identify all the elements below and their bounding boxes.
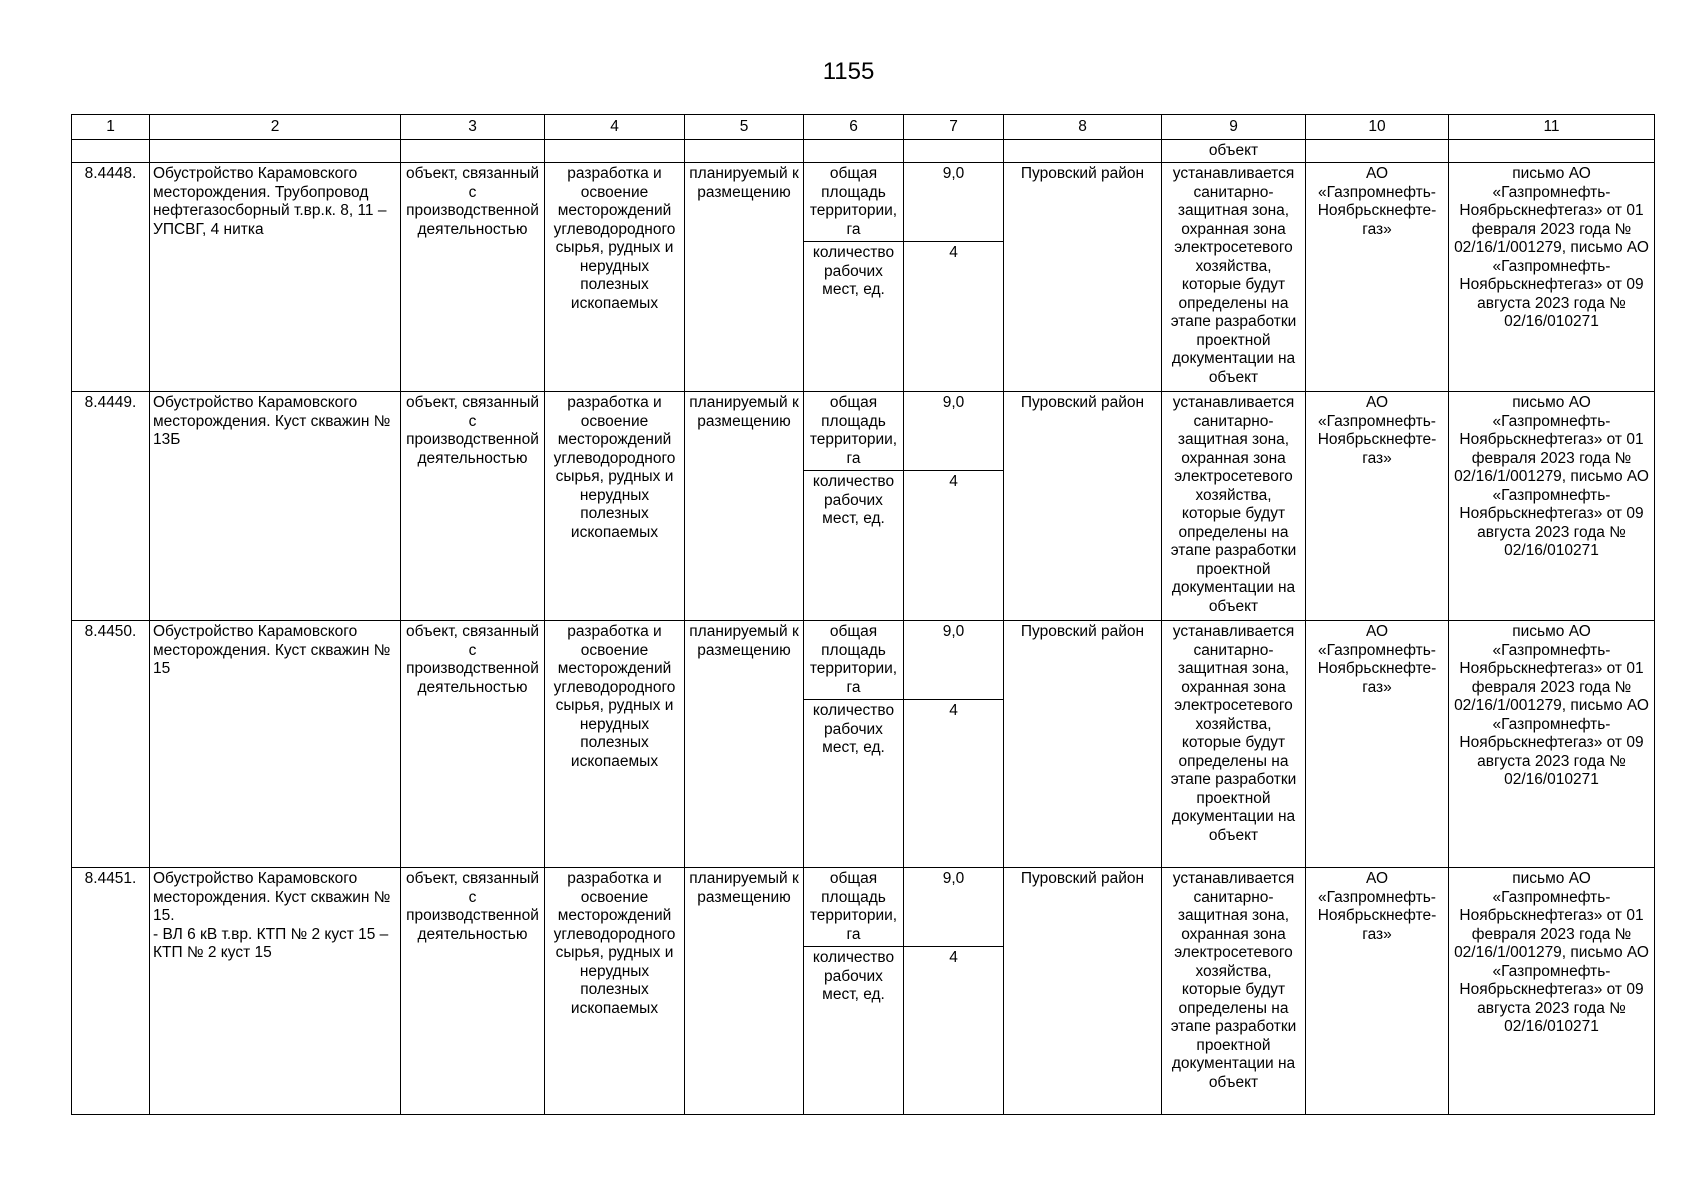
object-name: Обустройство Карамовского месторождения. Куст скважин № 15. - ВЛ 6 кВ т.вр. КТП № 2 куст 15 – КТП № 2 куст 15	[150, 868, 401, 1115]
column-header: 10	[1306, 115, 1449, 140]
param-area-value: 9,0	[904, 163, 1004, 242]
page-number: 1155	[822, 58, 875, 85]
object-activity: разработка и освоение месторождений углеводородного сырья, рудных и нерудных полезных ископаемых	[545, 868, 685, 1115]
column-header: 1	[72, 115, 150, 140]
object-status: планируемый к размещению	[685, 392, 804, 621]
param-area-value: 9,0	[904, 392, 1004, 471]
object-basis: письмо АО «Газпромнефть-Ноябрьскнефтегаз» от 01 февраля 2023 года № 02/16/1/001279, письмо АО «Газпромнефть-Ноябрьскнефтегаз» от 09 августа 2023 года № 02/16/010271	[1449, 163, 1655, 392]
object-basis: письмо АО «Газпромнефть-Ноябрьскнефтегаз» от 01 февраля 2023 года № 02/16/1/001279, письмо АО «Газпромнефть-Ноябрьскнефтегаз» от 09 августа 2023 года № 02/16/010271	[1449, 392, 1655, 621]
param-jobs-label: количество рабочих мест, ед.	[804, 700, 904, 868]
object-activity: разработка и освоение месторождений углеводородного сырья, рудных и нерудных полезных ископаемых	[545, 163, 685, 392]
row-number: 8.4450.	[72, 621, 150, 868]
table-row	[72, 163, 1655, 242]
object-location: Пуровский район	[1004, 621, 1162, 868]
object-purpose: объект, связанный с производственной деятельностью	[401, 621, 545, 868]
object-zones: устанавливается санитарно-защитная зона, охранная зона электросетевого хозяйства, которые будут определены на этапе разработки проектной документации на объект	[1162, 392, 1306, 621]
row-number: 8.4451.	[72, 868, 150, 1115]
column-header: 8	[1004, 115, 1162, 140]
object-zones: устанавливается санитарно-защитная зона, охранная зона электросетевого хозяйства, которые будут определены на этапе разработки проектной документации на объект	[1162, 621, 1306, 868]
table-row	[72, 621, 1655, 700]
column-number-header	[72, 115, 1655, 140]
object-location: Пуровский район	[1004, 392, 1162, 621]
column-header: 5	[685, 115, 804, 140]
object-name: Обустройство Карамовского месторождения. Куст скважин № 13Б	[150, 392, 401, 621]
table-row	[72, 392, 1655, 471]
column-header: 9	[1162, 115, 1306, 140]
object-activity: разработка и освоение месторождений углеводородного сырья, рудных и нерудных полезных ископаемых	[545, 392, 685, 621]
column-header: 2	[150, 115, 401, 140]
column-header: 7	[904, 115, 1004, 140]
column-header: 11	[1449, 115, 1655, 140]
object-zones: устанавливается санитарно-защитная зона, охранная зона электросетевого хозяйства, которые будут определены на этапе разработки проектной документации на объект	[1162, 868, 1306, 1115]
object-status: планируемый к размещению	[685, 163, 804, 392]
column-header: 3	[401, 115, 545, 140]
param-jobs-value: 4	[904, 471, 1004, 621]
object-name: Обустройство Карамовского месторождения. Трубопровод нефтегазосборный т.вр.к. 8, 11 – УПСВГ, 4 нитка	[150, 163, 401, 392]
param-jobs-value: 4	[904, 242, 1004, 392]
object-basis: письмо АО «Газпромнефть-Ноябрьскнефтегаз» от 01 февраля 2023 года № 02/16/1/001279, письмо АО «Газпромнефть-Ноябрьскнефтегаз» от 09 августа 2023 года № 02/16/010271	[1449, 621, 1655, 868]
objects-table	[71, 114, 1655, 1115]
row-number: 8.4449.	[72, 392, 150, 621]
param-area-label: общая площадь территории, га	[804, 868, 904, 947]
object-name: Обустройство Карамовского месторождения. Куст скважин № 15	[150, 621, 401, 868]
param-area-label: общая площадь территории, га	[804, 392, 904, 471]
object-basis: письмо АО «Газпромнефть-Ноябрьскнефтегаз» от 01 февраля 2023 года № 02/16/1/001279, письмо АО «Газпромнефть-Ноябрьскнефтегаз» от 09 августа 2023 года № 02/16/010271	[1449, 868, 1655, 1115]
table-row	[72, 868, 1655, 947]
param-jobs-value: 4	[904, 700, 1004, 868]
object-organization: АО «Газпромнефть-Ноябрьскнефте-газ»	[1306, 392, 1449, 621]
row-number: 8.4448.	[72, 163, 150, 392]
object-purpose: объект, связанный с производственной деятельностью	[401, 868, 545, 1115]
param-jobs-value: 4	[904, 947, 1004, 1115]
object-organization: АО «Газпромнефть-Ноябрьскнефте-газ»	[1306, 868, 1449, 1115]
param-area-value: 9,0	[904, 621, 1004, 700]
param-jobs-label: количество рабочих мест, ед.	[804, 471, 904, 621]
param-area-label: общая площадь территории, га	[804, 163, 904, 242]
object-activity: разработка и освоение месторождений углеводородного сырья, рудных и нерудных полезных ископаемых	[545, 621, 685, 868]
continuation-row	[72, 140, 1655, 163]
object-location: Пуровский район	[1004, 868, 1162, 1115]
column-header: 6	[804, 115, 904, 140]
param-area-value: 9,0	[904, 868, 1004, 947]
object-location: Пуровский район	[1004, 163, 1162, 392]
object-purpose: объект, связанный с производственной деятельностью	[401, 392, 545, 621]
column-header: 4	[545, 115, 685, 140]
param-jobs-label: количество рабочих мест, ед.	[804, 242, 904, 392]
param-jobs-label: количество рабочих мест, ед.	[804, 947, 904, 1115]
object-organization: АО «Газпромнефть-Ноябрьскнефте-газ»	[1306, 163, 1449, 392]
continuation-text: объект	[1162, 140, 1306, 163]
object-purpose: объект, связанный с производственной деятельностью	[401, 163, 545, 392]
param-area-label: общая площадь территории, га	[804, 621, 904, 700]
object-zones: устанавливается санитарно-защитная зона, охранная зона электросетевого хозяйства, которые будут определены на этапе разработки проектной документации на объект	[1162, 163, 1306, 392]
object-status: планируемый к размещению	[685, 868, 804, 1115]
object-organization: АО «Газпромнефть-Ноябрьскнефте-газ»	[1306, 621, 1449, 868]
object-status: планируемый к размещению	[685, 621, 804, 868]
